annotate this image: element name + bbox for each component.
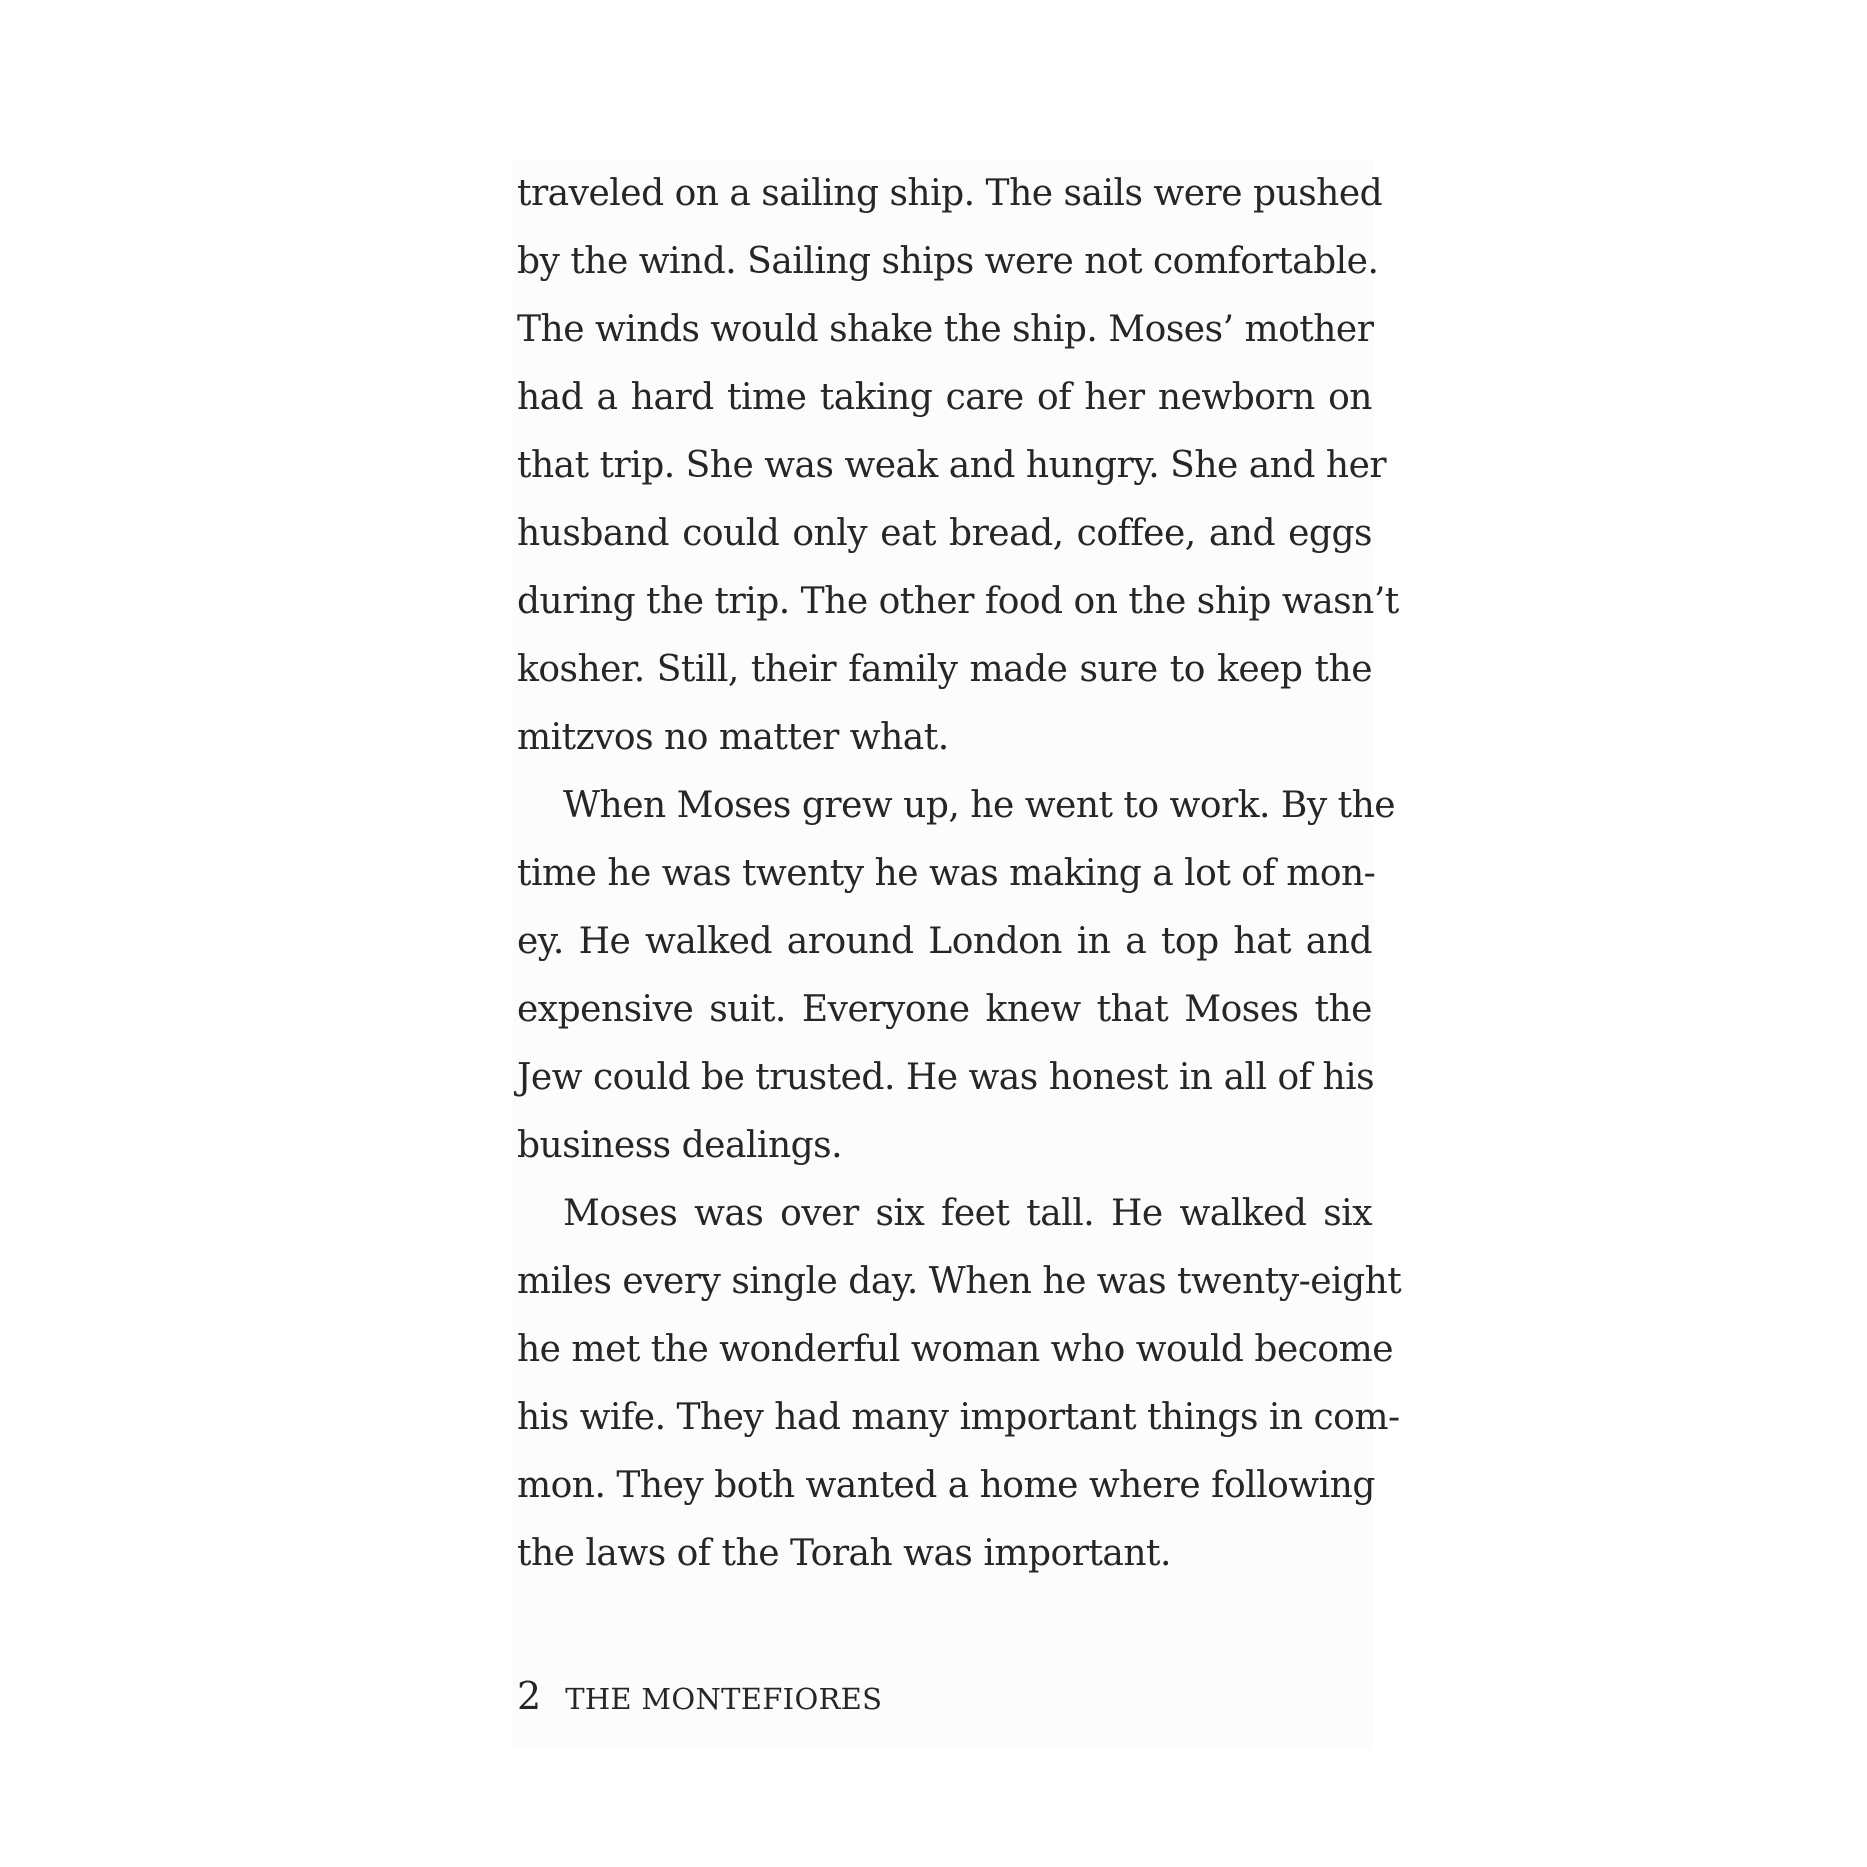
text-line: When Moses grew up, he went to work. By the — [563, 785, 1396, 826]
text-line: expensive suit. Everyone knew that Moses the — [517, 989, 1372, 1030]
text-line: by the wind. Sailing ships were not comfortable. — [517, 241, 1379, 282]
text-line: kosher. Still, their family made sure to keep the — [517, 649, 1372, 690]
text-line: Moses was over six feet tall. He walked six — [563, 1193, 1372, 1234]
text-line: time he was twenty he was making a lot of mon- — [517, 853, 1376, 894]
page-number: 2 — [517, 1674, 542, 1718]
text-line: The winds would shake the ship. Moses’ mother — [517, 309, 1374, 350]
text-line: mitzvos no matter what. — [517, 717, 949, 758]
text-line: his wife. They had many important things in com- — [517, 1397, 1400, 1438]
text-line: he met the wonderful woman who would become — [517, 1329, 1394, 1370]
text-line: traveled on a sailing ship. The sails were pushed — [517, 173, 1383, 214]
text-line: husband could only eat bread, coffee, and eggs — [517, 513, 1372, 554]
text-line: miles every single day. When he was twenty-eight — [517, 1261, 1402, 1302]
paragraph-2 — [517, 772, 1396, 1180]
paragraph-1 — [517, 160, 1399, 772]
text-line: mon. They both wanted a home where following — [517, 1465, 1375, 1506]
text-line: during the trip. The other food on the ship wasn’t — [517, 581, 1399, 622]
text-line: the laws of the Torah was important. — [517, 1533, 1171, 1574]
text-line: ey. He walked around London in a top hat and — [517, 921, 1372, 962]
text-line: Jew could be trusted. He was honest in all of his — [517, 1057, 1375, 1098]
running-head: THE MONTEFIORES — [565, 1682, 883, 1716]
page-footer — [517, 1665, 882, 1727]
body-text — [517, 160, 1402, 1588]
paragraph-3 — [517, 1180, 1402, 1588]
text-line: that trip. She was weak and hungry. She and her — [517, 445, 1387, 486]
text-line: had a hard time taking care of her newborn on — [517, 377, 1372, 418]
text-line: business dealings. — [517, 1125, 843, 1166]
